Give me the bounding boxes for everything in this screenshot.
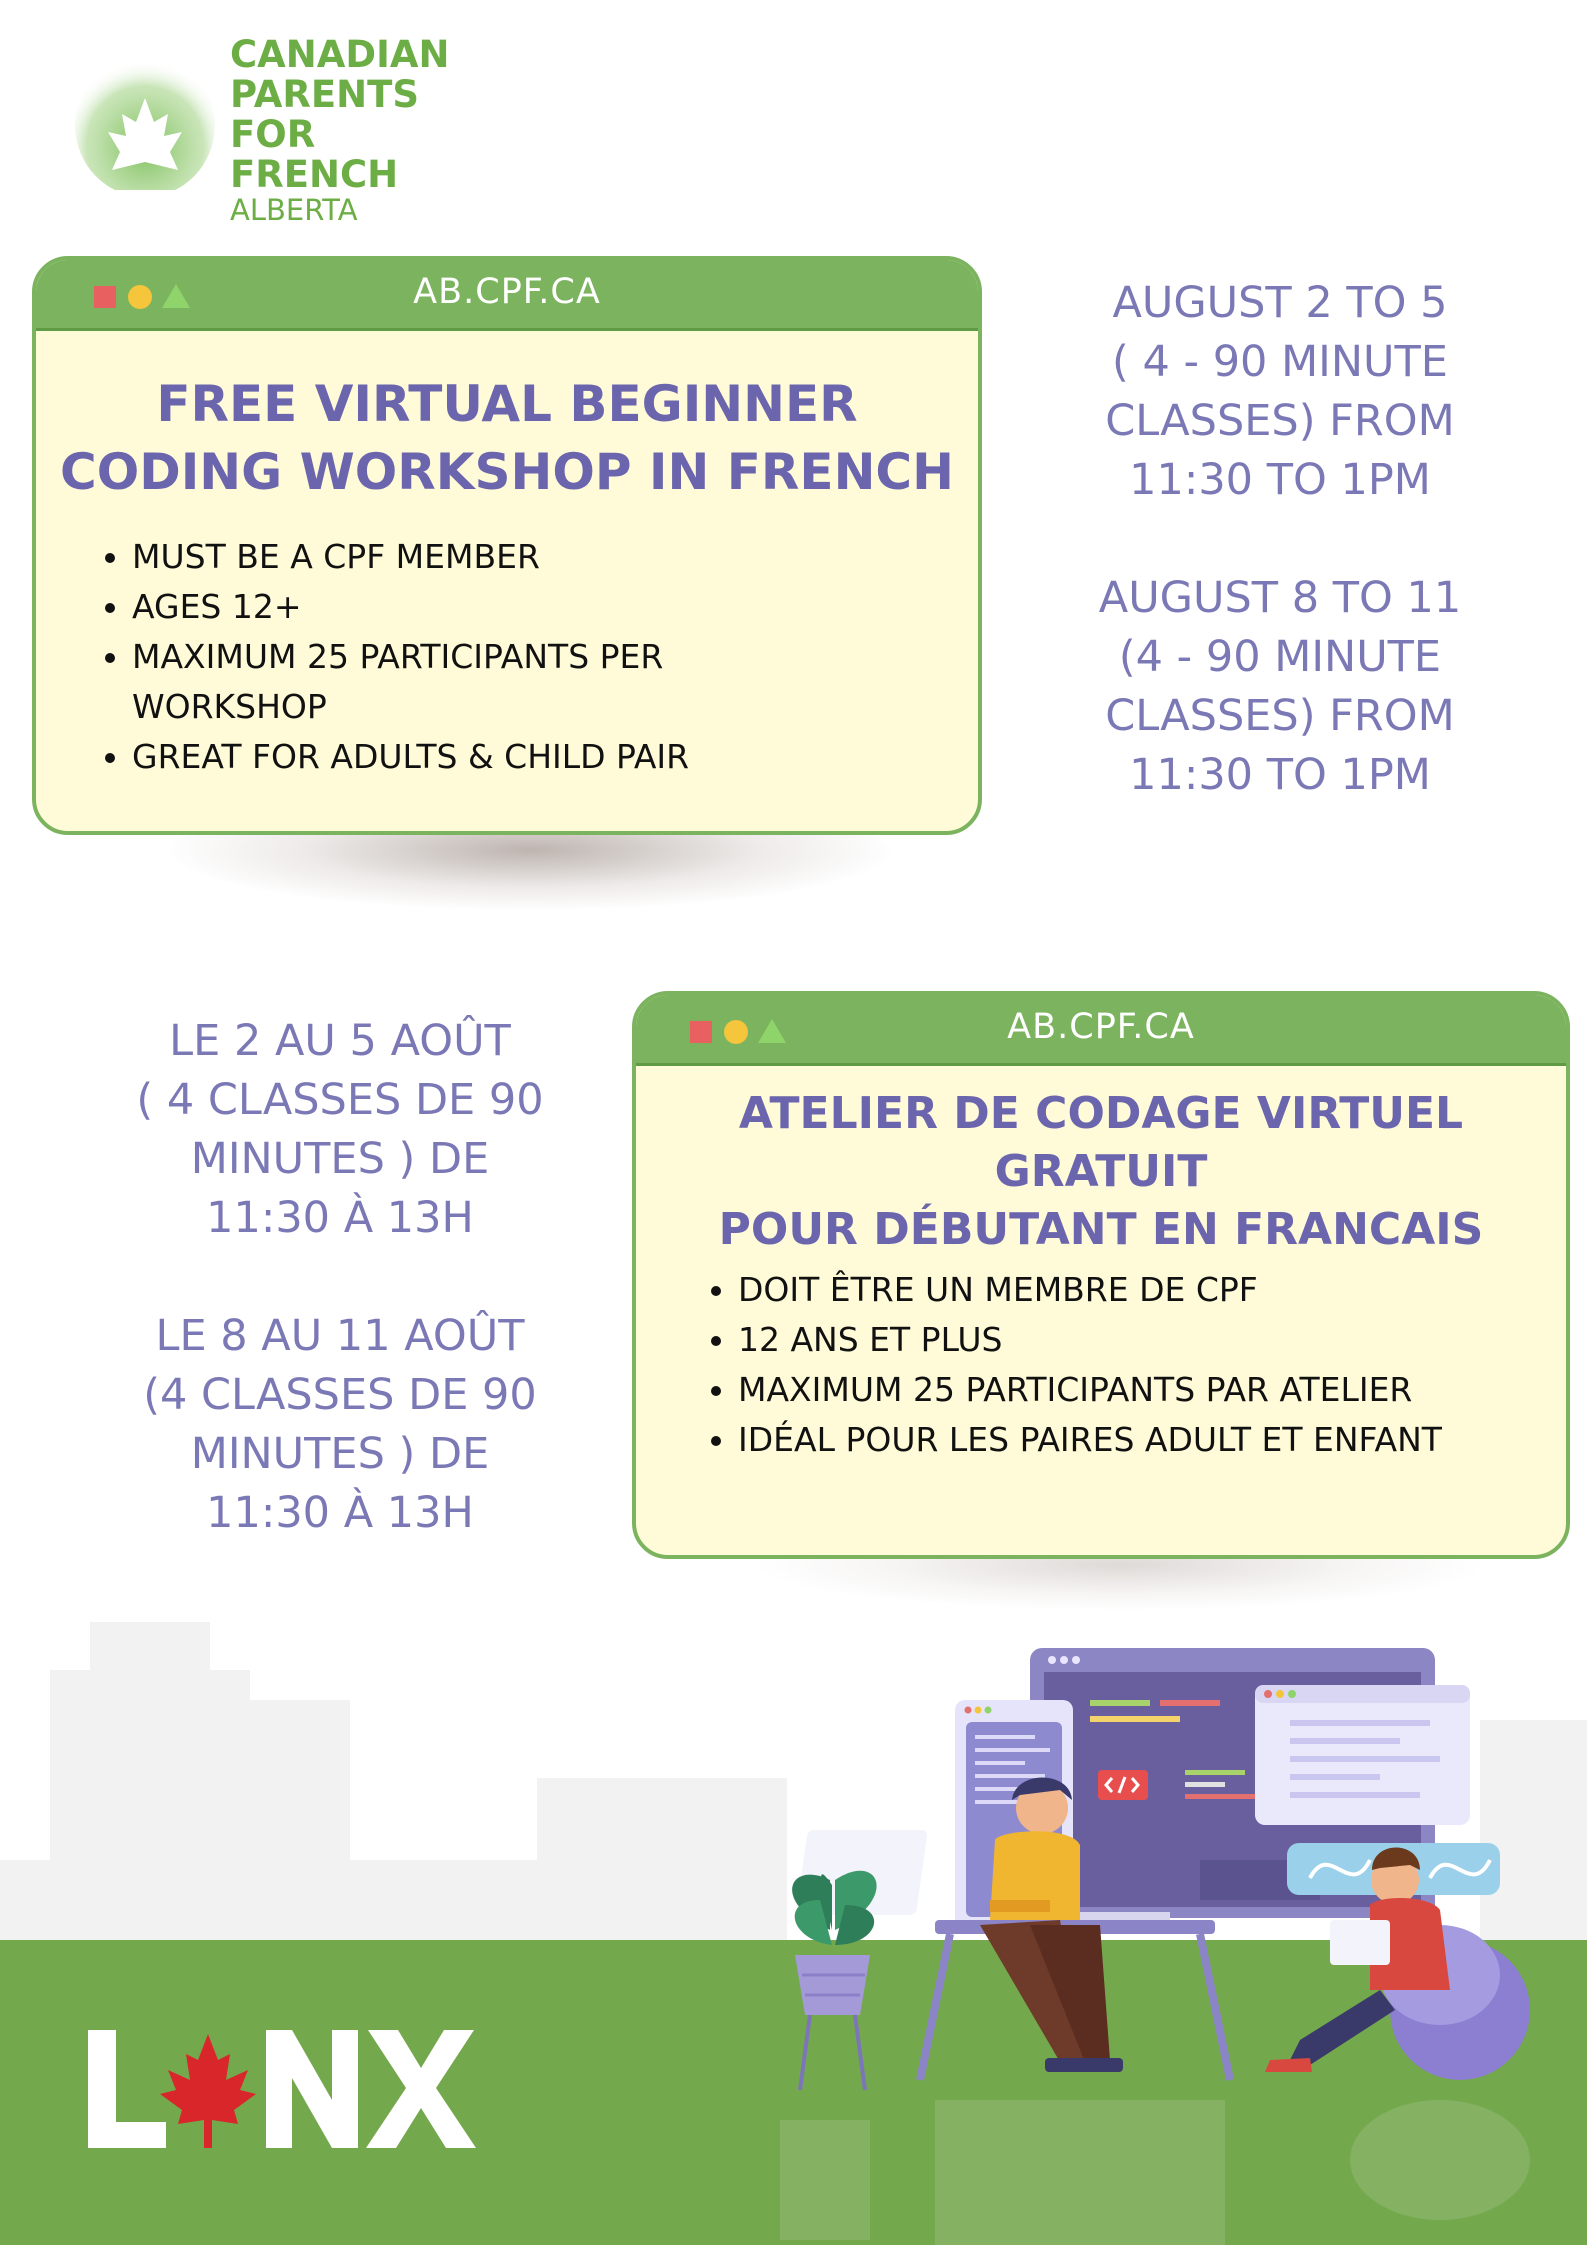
schedule-line: AUGUST 2 TO 5 [1112,278,1448,328]
schedule-line: CLASSES) FROM [1105,691,1455,741]
lynx-letter-x [366,2030,476,2148]
logo-line-1: CANADIAN [230,33,450,76]
card-title-line-1: FREE VIRTUAL BEGINNER [156,375,858,433]
lynx-letter-l [88,2030,166,2148]
schedule-line: LE 8 AU 11 AOÛT [155,1311,525,1361]
schedule-line: CLASSES) FROM [1105,396,1455,446]
schedule-line: 11:30 TO 1PM [1129,750,1431,800]
maple-leaf-icon [160,2034,256,2148]
list-item: • DOIT ÊTRE UN MEMBRE DE CPF [738,1265,1570,1315]
lynx-logo [88,2030,478,2150]
schedule-line: 11:30 TO 1PM [1129,455,1431,505]
website-url[interactable]: AB.CPF.CA [413,272,601,312]
code-window-icon [1255,1685,1470,1825]
schedule-line: ( 4 - 90 MINUTE [1112,337,1448,387]
card-title-line-2: POUR DÉBUTANT EN FRANCAIS [718,1204,1484,1255]
logo-line-4: ALBERTA [230,193,358,227]
schedule-line: MINUTES ) DE [190,1134,490,1184]
schedule-line: 11:30 À 13H [206,1193,474,1243]
schedule-line: (4 - 90 MINUTE [1118,632,1442,682]
schedule-line: LE 2 AU 5 AOÛT [169,1016,511,1066]
logo-line-2: PARENTS [230,73,419,116]
schedule-line: MINUTES ) DE [190,1429,490,1479]
list-item: • MAXIMUM 25 PARTICIPANTS PER WORKSHOP [132,632,952,732]
schedule-line: 11:30 À 13H [206,1488,474,1538]
schedule-line: ( 4 CLASSES DE 90 [136,1075,544,1125]
list-item: • MAXIMUM 25 PARTICIPANTS PAR ATELIER [738,1365,1570,1415]
card-title-line-2: CODING WORKSHOP IN FRENCH [60,443,954,501]
lynx-letter-n [266,2030,358,2148]
schedule-line: (4 CLASSES DE 90 [143,1370,537,1420]
card-title-line-1: ATELIER DE CODAGE VIRTUEL GRATUIT [738,1088,1464,1197]
logo-line-3: FOR FRENCH [230,113,399,196]
website-url[interactable]: AB.CPF.CA [1007,1007,1195,1047]
list-item: • AGES 12+ [132,582,952,632]
list-item: • 12 ANS ET PLUS [738,1315,1570,1365]
list-item: • GREAT FOR ADULTS & CHILD PAIR [132,732,952,782]
list-item: • IDÉAL POUR LES PAIRES ADULT ET ENFANT [738,1415,1570,1465]
list-item: • MUST BE A CPF MEMBER [132,532,952,582]
schedule-line: AUGUST 8 TO 11 [1098,573,1462,623]
